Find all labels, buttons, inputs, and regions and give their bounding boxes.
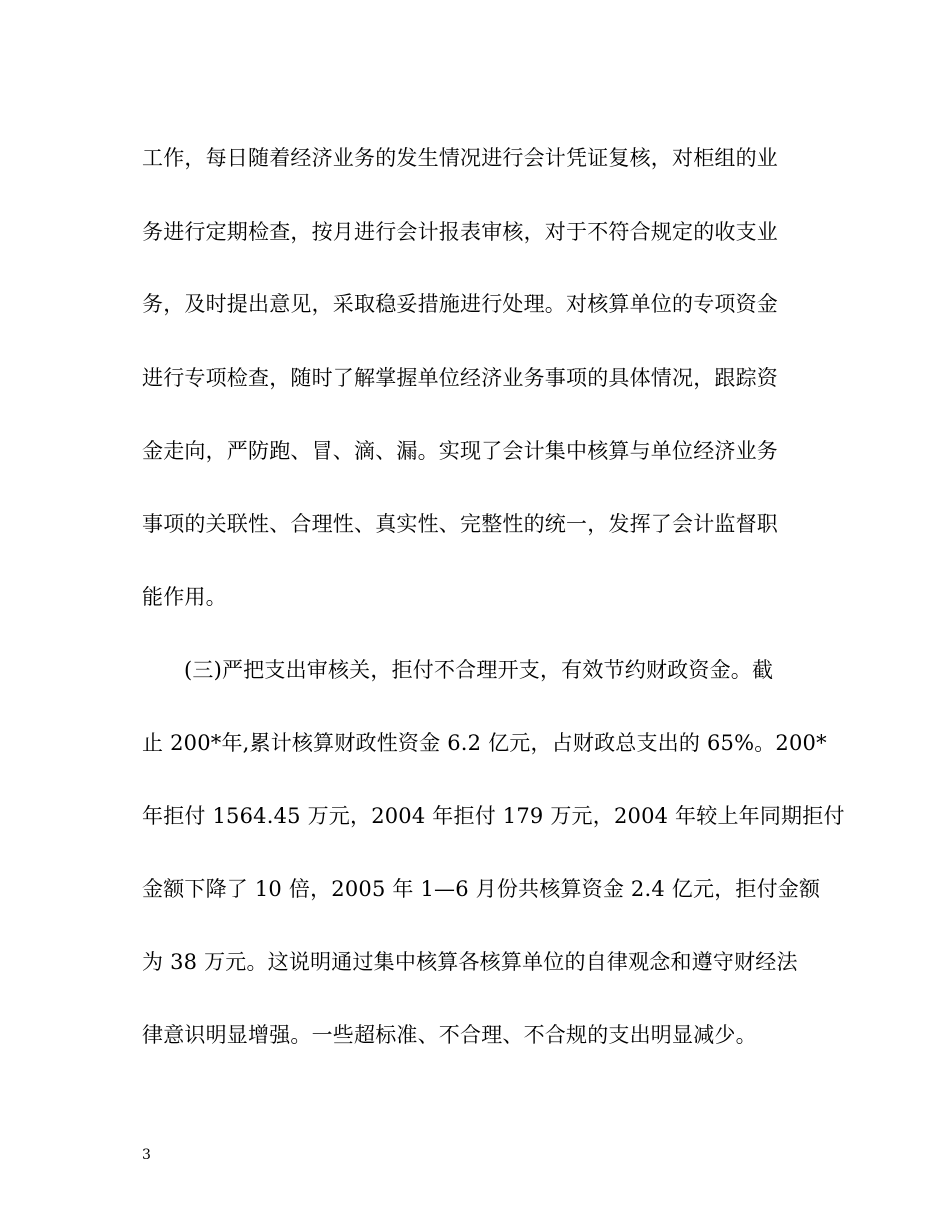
body-text-line: 律意识明显增强。一些超标准、不合理、不合规的支出明显减少。: [142, 1023, 757, 1047]
body-text-line: 能作用。: [142, 585, 227, 609]
paragraph-heading-line: (三)严把支出审核关，拒付不合理开支，有效节约财政资金。截: [184, 658, 774, 682]
body-text-line: 进行专项检查，随时了解掌握单位经济业务事项的具体情况，跟踪资: [142, 366, 778, 390]
body-text-line: 金额下降了 10 倍，2005 年 1—6 月份共核算资金 2.4 亿元，拒付金额: [142, 877, 821, 901]
body-text-line: 工作，每日随着经济业务的发生情况进行会计凭证复核，对柜组的业: [142, 146, 778, 170]
body-text-line: 为 38 万元。这说明通过集中核算各核算单位的自律观念和遵守财经法: [142, 950, 798, 974]
body-text-line: 金走向，严防跑、冒、滴、漏。实现了会计集中核算与单位经济业务: [142, 439, 778, 463]
page-number: 3: [142, 1147, 151, 1163]
body-text-line: 年拒付 1564.45 万元，2004 年拒付 179 万元，2004 年较上年同期拒付: [142, 804, 845, 828]
body-text-line: 止 200*年,累计核算财政性资金 6.2 亿元，占财政总支出的 65%。200*: [142, 731, 827, 755]
body-text-line: 务，及时提出意见，采取稳妥措施进行处理。对核算单位的专项资金: [142, 292, 778, 316]
body-text-line: 务进行定期检查，按月进行会计报表审核，对于不符合规定的收支业: [142, 220, 778, 244]
body-text-line: 事项的关联性、合理性、真实性、完整性的统一，发挥了会计监督职: [142, 512, 778, 536]
